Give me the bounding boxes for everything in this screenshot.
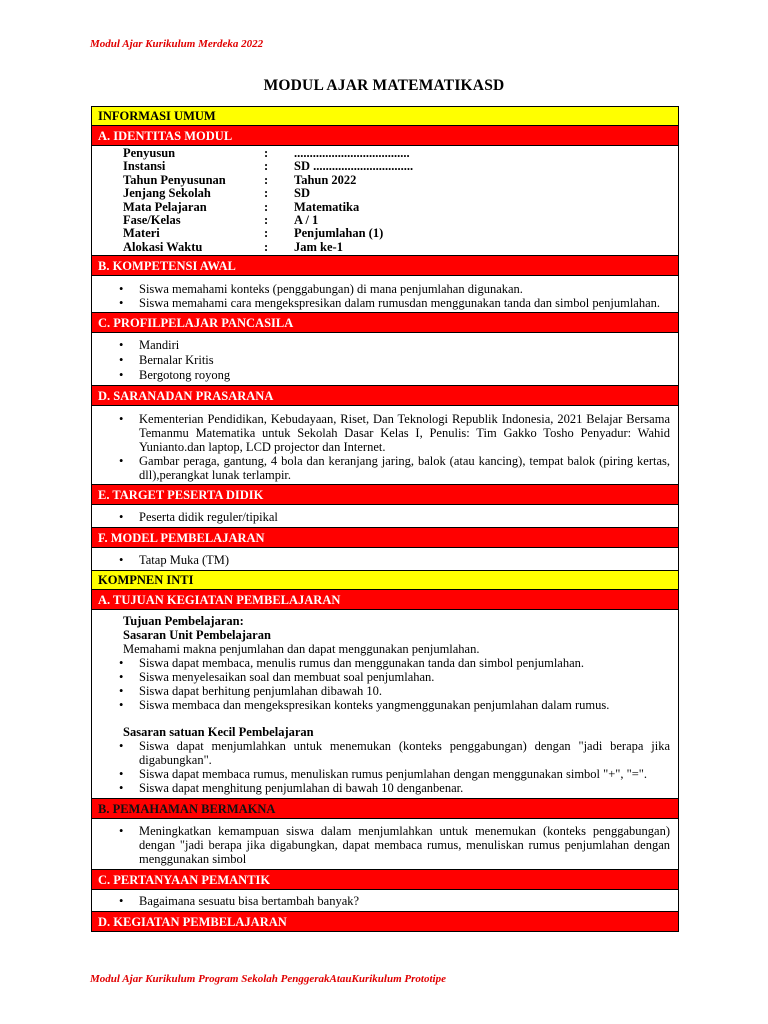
list-item: • Bernalar Kritis <box>92 353 678 368</box>
heading-target: E. TARGET PESERTA DIDIK <box>92 485 678 505</box>
sarana-list <box>92 406 678 485</box>
sasaran-unit-subtitle: Sasaran Unit Pembelajaran <box>123 628 271 643</box>
list-item: • Mandiri <box>92 338 678 353</box>
pemahaman-list <box>92 819 678 870</box>
list-item: • Siswa membaca dan mengekspresikan konteks yangmenggunakan penjumlahan dalam rumus. <box>92 698 678 712</box>
profil-list <box>92 333 678 386</box>
section-komponen-inti: KOMPNEN INTI <box>92 571 678 590</box>
list-item: • Kementerian Pendidikan, Kebudayaan, Riset, Dan Teknologi Republik Indonesia, 2021 Belajar Bersama Temanmu Matematika untuk Sekolah Dasar Kelas I, Penulis: Tim Gakko Tosho Penyadur: Wahid Yunianto.dan laptop, LCD projector dan Internet. <box>92 412 678 454</box>
heading-kompetensi-awal: B. KOMPETENSI AWAL <box>92 256 678 276</box>
heading-sarana: D. SARANADAN PRASARANA <box>92 386 678 406</box>
list-item: • Siswa dapat menjumlahkan untuk menemukan (konteks penggabungan) dengan "jadi berapa jika digabungkan". <box>92 739 678 767</box>
field-fase: Fase/Kelas : A / 1 <box>123 212 319 227</box>
model-list <box>92 548 678 571</box>
list-item: • Bagaimana sesuatu bisa bertambah banyak? <box>92 894 678 908</box>
heading-profil-pancasila: C. PROFILPELAJAR PANCASILA <box>92 313 678 333</box>
heading-kegiatan: D. KEGIATAN PEMBELAJARAN <box>92 912 678 932</box>
kompetensi-list <box>92 276 678 313</box>
list-item: • Tatap Muka (TM) <box>92 553 678 567</box>
list-item: • Siswa dapat berhitung penjumlahan dibawah 10. <box>92 684 678 698</box>
target-list <box>92 505 678 528</box>
list-item: • Siswa memahami konteks (penggabungan) di mana penjumlahan digunakan. <box>92 282 678 296</box>
field-instansi: Instansi : SD ................................ <box>123 159 414 174</box>
field-mapel: Mata Pelajaran : Matematika <box>123 199 360 214</box>
field-tahun: Tahun Penyusunan : Tahun 2022 <box>123 172 357 187</box>
heading-tujuan: A. TUJUAN KEGIATAN PEMBELAJARAN <box>92 590 678 610</box>
list-item: • Siswa menyelesaikan soal dan membuat soal penjumlahan. <box>92 670 678 684</box>
list-item: • Siswa dapat membaca rumus, menuliskan rumus penjumlahan dengan menggunakan simbol "+", "=". <box>92 767 678 781</box>
field-alokasi: Alokasi Waktu : Jam ke-1 <box>123 239 343 254</box>
heading-pertanyaan: C. PERTANYAAN PEMANTIK <box>92 870 678 890</box>
list-item: • Peserta didik reguler/tipikal <box>92 510 678 524</box>
tujuan-subtitle: Tujuan Pembelajaran: <box>123 614 244 629</box>
heading-model: F. MODEL PEMBELAJARAN <box>92 528 678 548</box>
field-jenjang: Jenjang Sekolah : SD <box>123 186 310 201</box>
list-item: • Meningkatkan kemampuan siswa dalam menjumlahkan untuk menemukan (konteks penggabungan) dengan "jadi berapa jika digabungkan, dapat membaca rumus, menuliskan rumus penjumlahan dengan menggunakan simbol <box>92 824 678 866</box>
tujuan-intro: Memahami makna penjumlahan dan dapat menggunakan penjumlahan. <box>123 642 480 657</box>
section-informasi-umum: INFORMASI UMUM <box>92 107 678 126</box>
list-item: • Siswa dapat membaca, menulis rumus dan menggunakan tanda dan simbol penjumlahan. <box>92 656 678 670</box>
identity-fields <box>92 146 678 256</box>
tujuan-content <box>92 610 678 799</box>
footer-note: Modul Ajar Kurikulum Program Sekolah PenggerakAtauKurikulum Prototipe <box>90 973 446 985</box>
list-item: • Bergotong royong <box>92 368 678 383</box>
field-materi: Materi : Penjumlahan (1) <box>123 226 384 241</box>
document-title: MODUL AJAR MATEMATIKASD <box>263 77 505 94</box>
module-table <box>91 106 679 932</box>
heading-identitas-modul: A. IDENTITAS MODUL <box>92 126 678 146</box>
list-item: • Siswa memahami cara mengekspresikan dalam rumusdan menggunakan tanda dan simbol penjumlahan. <box>92 296 678 310</box>
list-item: • Gambar peraga, gantung, 4 bola dan keranjang jaring, balok (atau kancing), tempat balok (piring kertas, dll),perangkat lunak terlampir. <box>92 454 678 482</box>
sasaran-kecil-subtitle: Sasaran satuan Kecil Pembelajaran <box>123 725 314 740</box>
field-penyusun: Penyusun : ..................................... <box>123 146 410 160</box>
pertanyaan-list <box>92 890 678 912</box>
list-item: • Siswa dapat menghitung penjumlahan di bawah 10 denganbenar. <box>92 781 678 795</box>
header-note: Modul Ajar Kurikulum Merdeka 2022 <box>90 38 264 50</box>
heading-pemahaman: B. PEMAHAMAN BERMAKNA <box>92 799 678 819</box>
